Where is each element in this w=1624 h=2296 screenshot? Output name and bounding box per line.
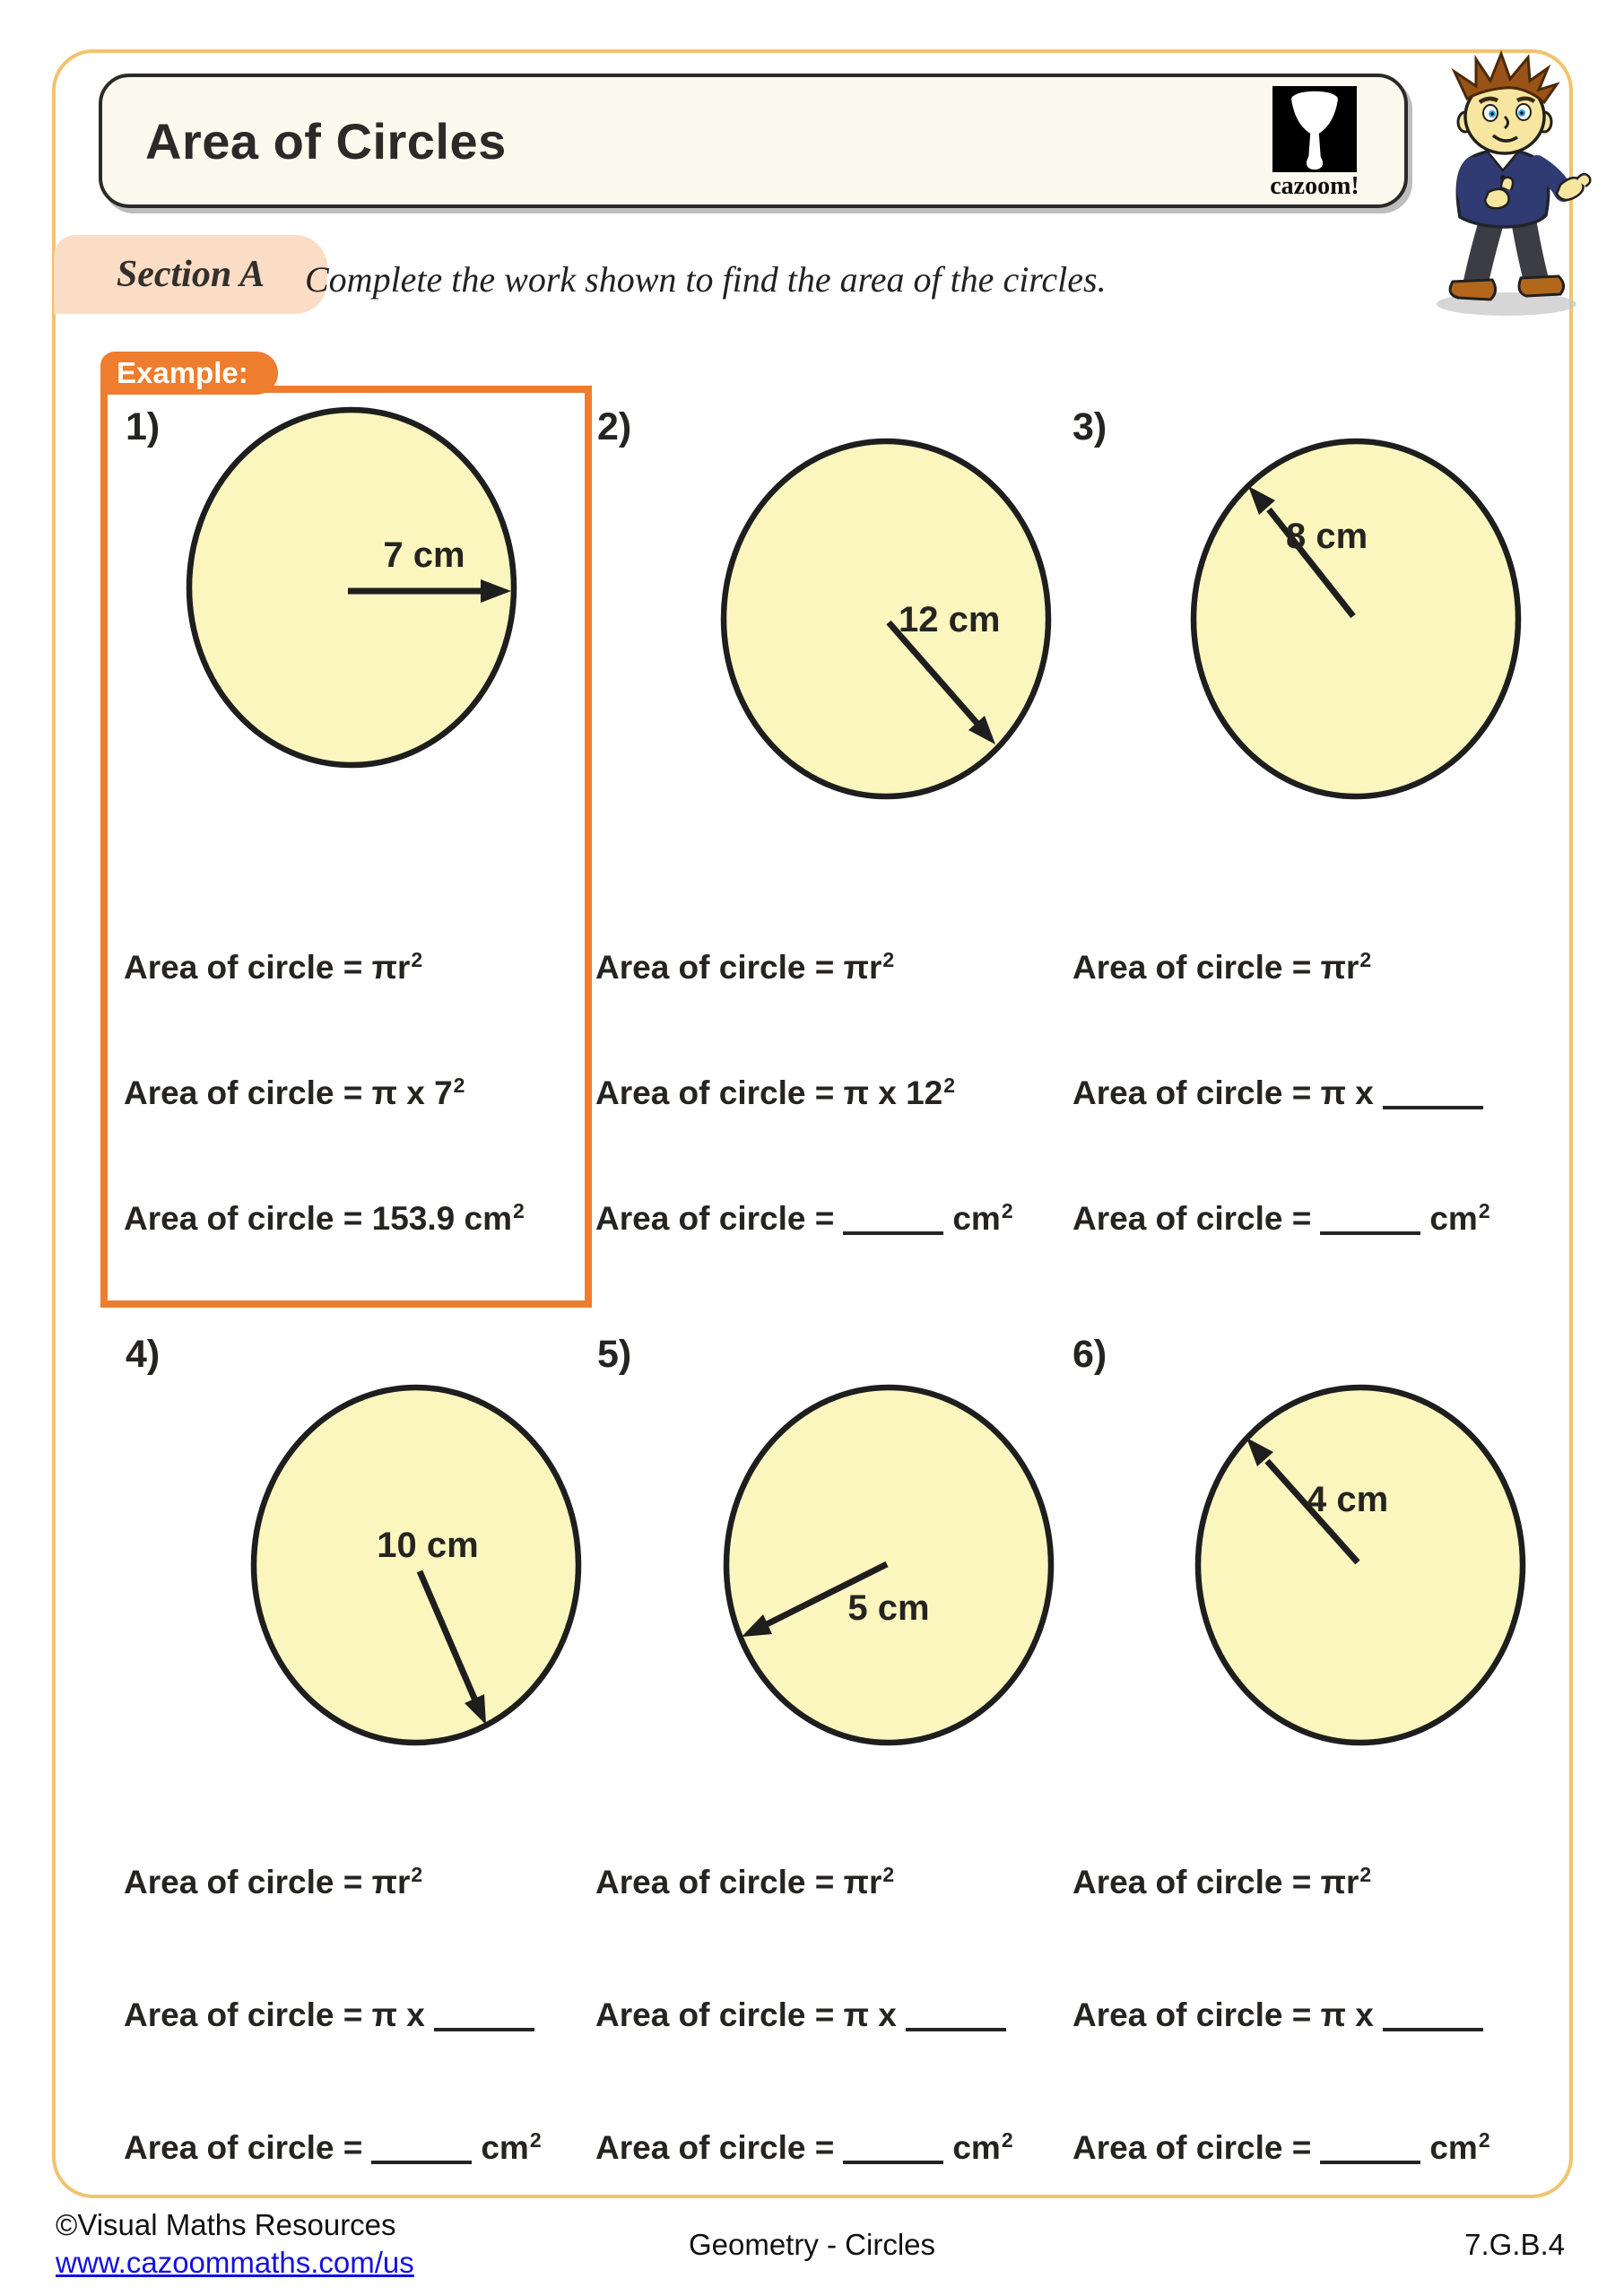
formula-q2-line2: Area of circle = π x $12^2$ xyxy=(595,1074,956,1111)
section-a-label: Section A xyxy=(116,254,265,295)
footer-standard-code: 7.G.B.4 xyxy=(1464,2228,1565,2261)
title-box xyxy=(99,74,1408,208)
radius-label-5: 5 cm xyxy=(847,1588,930,1628)
formula-q2-line1: Area of circle = $\pi r^2$ xyxy=(595,948,895,986)
circle-figure-6 xyxy=(1181,1372,1540,1758)
page-title: Area of Circles xyxy=(145,112,507,170)
footer-copyright: ©Visual Maths Resources xyxy=(56,2208,396,2241)
answer-blank[interactable] xyxy=(1383,2028,1483,2031)
formula-q4-line1: Area of circle = $\pi r^2$ xyxy=(124,1863,423,1900)
radius-label-3: 8 cm xyxy=(1286,517,1368,556)
answer-blank[interactable] xyxy=(1320,2161,1420,2164)
question-number-1: 1) xyxy=(126,405,161,448)
formula-q1-line3: Area of circle = 153.9 $cm^2$ xyxy=(124,1199,525,1237)
radius-label-2: 12 cm xyxy=(899,600,1001,639)
question-number-6: 6) xyxy=(1073,1333,1107,1376)
radius-label-6: 4 cm xyxy=(1307,1480,1389,1519)
answer-blank[interactable] xyxy=(1320,1231,1420,1235)
formula-q5-line1: Area of circle = $\pi r^2$ xyxy=(595,1863,895,1900)
question-number-5: 5) xyxy=(597,1333,632,1376)
answer-blank[interactable] xyxy=(843,1231,943,1235)
formula-q5-line3: Area of circle = $cm^2$ xyxy=(595,2128,1013,2166)
answer-blank[interactable] xyxy=(1383,1106,1483,1109)
answer-blank[interactable] xyxy=(371,2161,472,2164)
section-instruction: Complete the work shown to find the area of the circles. xyxy=(305,259,1107,300)
formula-q3-line2: Area of circle = π x xyxy=(1073,1074,1492,1112)
formula-q3-line3: Area of circle = $cm^2$ xyxy=(1073,1199,1490,1237)
formula-q4-line3: Area of circle = $cm^2$ xyxy=(124,2128,542,2166)
formula-q6-line1: Area of circle = $\pi r^2$ xyxy=(1073,1863,1372,1900)
circle-figure-2 xyxy=(707,426,1065,812)
cazoom-brand-text: cazoom! xyxy=(1270,172,1359,200)
answer-blank[interactable] xyxy=(434,2028,534,2031)
formula-q1-line2: Area of circle = π x $7^2$ xyxy=(124,1074,465,1111)
footer-url-link[interactable]: www.cazoommaths.com/us xyxy=(56,2246,414,2279)
mascot-boy-illustration xyxy=(1401,50,1616,319)
example-tab xyxy=(100,352,278,395)
answer-blank[interactable] xyxy=(906,2028,1006,2031)
circle-figure-4 xyxy=(237,1372,595,1758)
circle-figure-5 xyxy=(709,1372,1068,1758)
circle-figure-3 xyxy=(1177,426,1535,812)
radius-label-1: 7 cm xyxy=(383,535,465,575)
question-number-2: 2) xyxy=(597,405,632,448)
cazoom-logo xyxy=(1252,84,1377,199)
formula-q6-line2: Area of circle = π x xyxy=(1073,1996,1492,2034)
formula-q5-line2: Area of circle = π x xyxy=(595,1996,1015,2034)
question-number-4: 4) xyxy=(126,1333,161,1376)
formula-q1-line1: Area of circle = $\pi r^2$ xyxy=(124,948,423,986)
formula-q2-line3: Area of circle = $cm^2$ xyxy=(595,1199,1013,1237)
question-number-3: 3) xyxy=(1073,405,1107,448)
footer-subject: Geometry - Circles xyxy=(688,2228,936,2261)
cazoom-drum-icon xyxy=(1272,86,1357,172)
example-label: Example: xyxy=(117,356,248,389)
radius-label-4: 10 cm xyxy=(377,1526,479,1565)
formula-q3-line1: Area of circle = $\pi r^2$ xyxy=(1073,948,1372,986)
formula-q6-line3: Area of circle = $cm^2$ xyxy=(1073,2128,1490,2166)
section-a-badge xyxy=(54,235,327,314)
formula-q4-line2: Area of circle = π x xyxy=(124,1996,543,2034)
answer-blank[interactable] xyxy=(843,2161,943,2164)
circle-figure-1 xyxy=(172,395,531,780)
